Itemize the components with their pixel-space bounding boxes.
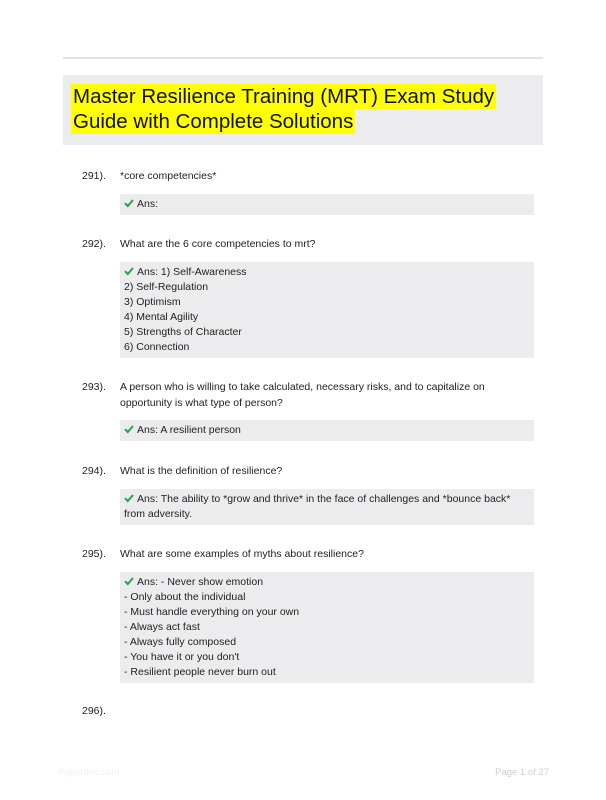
answer-line xyxy=(124,575,530,590)
question-line: What are the 6 core competencies to mrt? xyxy=(120,238,316,250)
question-text xyxy=(120,379,520,411)
check-icon xyxy=(124,266,134,276)
answer-line xyxy=(124,492,530,507)
title-line: Master Resilience Training (MRT) Exam Study xyxy=(73,85,495,108)
answer-box xyxy=(120,489,534,525)
check-icon xyxy=(124,424,134,434)
answer-text: Ans: The ability to *grow and thrive* in the face of challenges and *bounce back* xyxy=(137,493,511,505)
question-line: A person who is willing to take calculated, necessary risks, and to capitalize on xyxy=(120,381,485,393)
answer-box xyxy=(120,194,534,215)
answer-line: 5) Strengths of Character xyxy=(124,326,242,338)
top-rule xyxy=(63,57,543,59)
answer-line: - Must handle everything on your own xyxy=(124,606,300,618)
question-number: 295). xyxy=(82,548,106,560)
answer-line: 3) Optimism xyxy=(124,296,181,308)
question-number: 296). xyxy=(82,705,106,717)
answer-box xyxy=(120,262,534,358)
question-line: opportunity is what type of person? xyxy=(120,397,283,409)
answer-text: Ans: A resilient person xyxy=(137,424,241,436)
question-text xyxy=(120,236,520,252)
answer-line: 4) Mental Agility xyxy=(124,311,199,323)
document-title xyxy=(71,84,541,134)
answer-box xyxy=(120,572,534,683)
answer-line xyxy=(124,265,530,280)
answer-line xyxy=(124,197,530,212)
answer-line: - Resilient people never burn out xyxy=(124,666,276,678)
question-text xyxy=(120,546,520,562)
title-box xyxy=(63,75,543,145)
question-number: 292). xyxy=(82,238,106,250)
question-line: What is the definition of resilience? xyxy=(120,465,283,477)
answer-box xyxy=(120,420,534,441)
question-number: 294). xyxy=(82,465,106,477)
question-text xyxy=(120,463,520,479)
question-line: What are some examples of myths about resilience? xyxy=(120,548,364,560)
footer-watermark: Paperdoc.com xyxy=(58,767,120,778)
answer-line: - Always fully composed xyxy=(124,636,237,648)
check-icon xyxy=(124,198,134,208)
answer-line: - Always act fast xyxy=(124,621,200,633)
question-number: 291). xyxy=(82,170,106,182)
answer-line: from adversity. xyxy=(124,508,193,520)
answer-line xyxy=(124,423,530,438)
question-line: *core competencies* xyxy=(120,170,217,182)
check-icon xyxy=(124,493,134,503)
answer-text: Ans: xyxy=(137,198,159,210)
check-icon xyxy=(124,576,134,586)
answer-line: - You have it or you don't xyxy=(124,651,240,663)
answer-line: - Only about the individual xyxy=(124,591,246,603)
question-number: 293). xyxy=(82,381,106,393)
question-text xyxy=(120,168,520,184)
answer-text: Ans: - Never show emotion xyxy=(137,576,264,588)
answer-text: Ans: 1) Self-Awareness xyxy=(137,266,247,278)
answer-line: 6) Connection xyxy=(124,341,190,353)
page-indicator: Page 1 of 27 xyxy=(495,767,549,778)
answer-line: 2) Self-Regulation xyxy=(124,281,209,293)
title-line: Guide with Complete Solutions xyxy=(73,110,354,133)
